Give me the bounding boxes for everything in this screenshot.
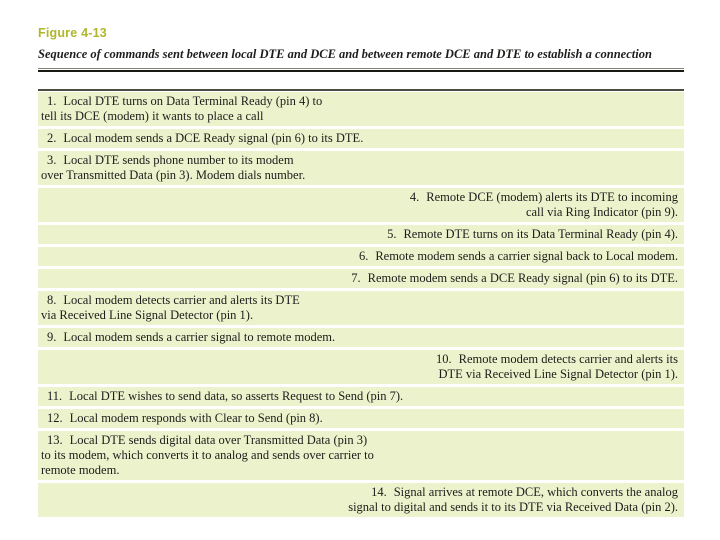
- row-continuation-line: call via Ring Indicator (pin 9).: [525, 205, 678, 219]
- figure-label: Figure 4-13: [38, 26, 107, 40]
- row-number: 10.: [436, 352, 452, 366]
- row-continuation-line: via Received Line Signal Detector (pin 1).: [41, 308, 254, 322]
- table-row: [38, 247, 684, 266]
- table-row: [38, 188, 684, 222]
- row-first-line: 14. Signal arrives at remote DCE, which converts the analog: [371, 485, 678, 499]
- row-number: 13.: [47, 433, 63, 447]
- row-number: 6.: [358, 249, 369, 263]
- row-number: 14.: [371, 485, 387, 499]
- table-row: [38, 431, 684, 480]
- table-row: [38, 225, 684, 244]
- row-number: 4.: [409, 190, 420, 204]
- row-first-line: 2. Local modem sends a DCE Ready signal (pin 6) to its DTE.: [47, 131, 364, 145]
- row-first-line: 10. Remote modem detects carrier and alerts its: [436, 352, 678, 366]
- row-continuation-line: tell its DCE (modem) it wants to place a call: [41, 109, 264, 123]
- row-first-line: 4. Remote DCE (modem) alerts its DTE to incoming: [409, 190, 678, 204]
- caption-divider-rule: [38, 68, 684, 72]
- row-number: 12.: [47, 411, 63, 425]
- table-row: [38, 269, 684, 288]
- row-first-line: 9. Local modem sends a carrier signal to remote modem.: [47, 330, 336, 344]
- table-row: [38, 129, 684, 148]
- row-first-line: 1. Local DTE turns on Data Terminal Ready (pin 4) to: [47, 94, 323, 108]
- row-continuation-line: remote modem.: [41, 463, 120, 477]
- row-number: 11.: [47, 389, 63, 403]
- table-row: [38, 151, 684, 185]
- figure-caption: Sequence of commands sent between local DTE and DCE and between remote DCE and DTE to establish a connection: [38, 47, 652, 61]
- row-number: 1.: [47, 94, 57, 108]
- table-row: [38, 350, 684, 384]
- row-number: 5.: [387, 227, 397, 241]
- row-continuation-line: to its modem, which converts it to analog and sends over carrier to: [41, 448, 374, 462]
- sequence-table: [38, 89, 684, 517]
- row-first-line: 3. Local DTE sends phone number to its modem: [47, 153, 294, 167]
- row-number: 3.: [47, 153, 57, 167]
- row-number: 2.: [47, 131, 57, 145]
- table-row: [38, 92, 684, 126]
- row-number: 9.: [47, 330, 57, 344]
- row-first-line: 5. Remote DTE turns on its Data Terminal Ready (pin 4).: [387, 227, 678, 241]
- row-continuation-line: signal to digital and sends it to its DTE via Received Data (pin 2).: [348, 500, 678, 514]
- row-continuation-line: over Transmitted Data (pin 3). Modem dials number.: [41, 168, 306, 182]
- table-row: [38, 409, 684, 428]
- row-number: 8.: [47, 293, 57, 307]
- row-first-line: 11. Local DTE wishes to send data, so asserts Request to Send (pin 7).: [47, 389, 404, 403]
- row-number: 7.: [351, 271, 361, 285]
- table-row: [38, 483, 684, 517]
- table-row: [38, 291, 684, 325]
- figure-page: [38, 26, 684, 517]
- row-first-line: 8. Local modem detects carrier and alerts its DTE: [47, 293, 300, 307]
- caption-divider-rule-thick: [38, 70, 684, 72]
- row-first-line: 6. Remote modem sends a carrier signal back to Local modem.: [358, 249, 678, 263]
- table-row: [38, 328, 684, 347]
- table-row: [38, 387, 684, 406]
- row-first-line: 7. Remote modem sends a DCE Ready signal (pin 6) to its DTE.: [351, 271, 678, 285]
- row-continuation-line: DTE via Received Line Signal Detector (pin 1).: [438, 367, 678, 381]
- row-first-line: 12. Local modem responds with Clear to Send (pin 8).: [47, 411, 323, 425]
- row-first-line: 13. Local DTE sends digital data over Transmitted Data (pin 3): [47, 433, 368, 447]
